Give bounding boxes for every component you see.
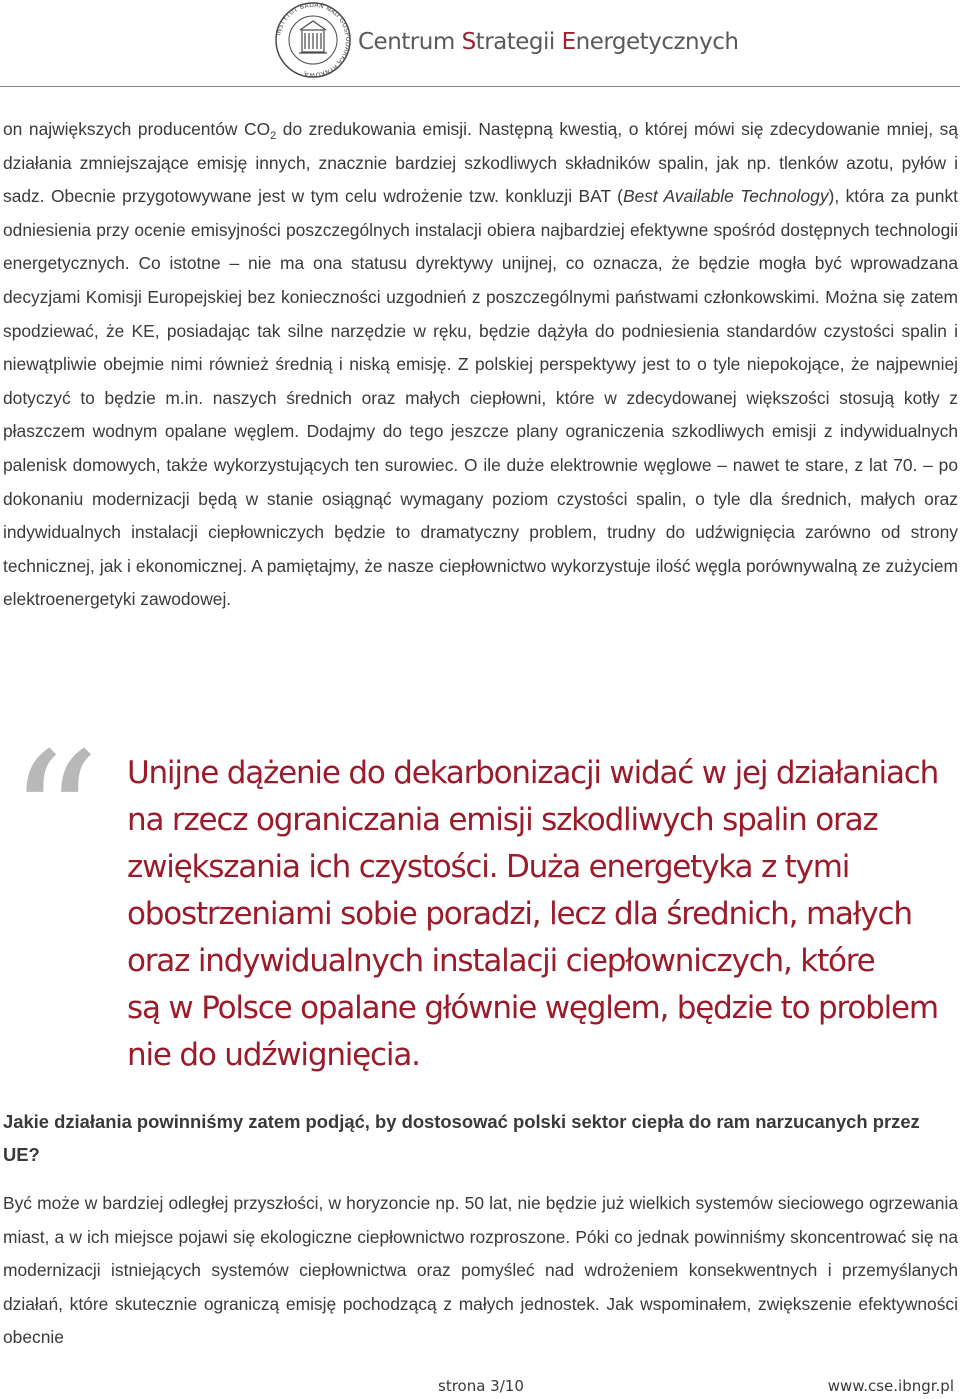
body-paragraph-2: Być może w bardziej odległej przyszłości, w horyzoncie np. 50 lat, nie będzie już wielkich systemów sieciowego ogrzewania miast, a w ich miejsce pojawi się ekologiczne ciepłownictwo rozproszone. Póki co jednak powinniśmy skoncentrować się na modernizacji istniejących systemów ciepłownictwa oraz pomyśleć nad wdrożeniem konsekwentnych i przemyślanych działań, które skutecznie ograniczą emisję pochodzącą z małych jednostek. Jak wspominałem, zwiększenie efektywności obecnie xyxy=(3,1193,958,1348)
header xyxy=(0,0,960,86)
body-paragraph-1: on największych producentów $CO_2$ do zredukowania emisji. Następną kwestią, o której mówi się zdecydowanie mniej, są działania zmniejszające emisję innych, znacznie bardziej szkodliwych składników spalin, jak np. tlenków azotu, pyłów i sadz. Obecnie przygotowywane jest w tym celu wdrożenie tzw. konkluzji BAT (Best Available Technology), która za punkt odniesienia przy ocenie emisyjności poszczególnych instalacji obiera najbardziej efektywne spośród dostępnych technologii energetycznych. Co istotne – nie ma ona statusu dyrektywy unijnej, co oznacza, że będzie mogła być wprowadzana decyzjami Komisji Europejskiej bez konieczności uzgodnień z poszczególnymi państwami członkowskimi. Można się zatem spodziewać, że KE, posiadając tak silne narzędzie w ręku, będzie dążyła do podniesienia standardów czystości spalin i niewątpliwie obejmie nimi również średnią i niską emisję. Z polskiej perspektywy jest to o tyle niepokojące, że najpewniej dotyczyć to będzie m.in. naszych średnich oraz małych ciepłowni, które w zdecydowanej większości stosują kotły z płaszczem wodnym opalane węglem. Dodajmy do tego jeszcze plany ograniczenia szkodliwych emisji z indywidualnych palenisk domowych, także wykorzystujących ten surowiec. O ile duże elektrownie węglowe – nawet te stare, z lat 70. – po dokonaniu modernizacji będą w stanie osiągnąć wymagany poziom czystości spalin, o tyle dla średnich, małych oraz indywidualnych instalacji ciepłowniczych będzie to dramatyczny problem, trudny do udźwignięcia zarówno od strony technicznej, jak i ekonomicznej. A pamiętajmy, że nasze ciepłownictwo wykorzystuje ilość węgla porównywalną ze zużyciem elektroenergetyki zawodowej. xyxy=(3,119,959,610)
pull-quote-line: na rzecz ograniczania emisji szkodliwych spalin oraz xyxy=(127,802,878,838)
page-number: strona 3/10 xyxy=(438,1377,524,1395)
pull-quote-line: Unijne dążenie do dekarbonizacji widać w jej działaniach xyxy=(127,755,939,791)
pull-quote-line: zwiększania ich czystości. Duża energetyka z tymi xyxy=(127,849,850,885)
interview-question: Jakie działania powinniśmy zatem podjąć, by dostosować polski sektor ciepła do ram narzucanych przez UE? xyxy=(3,1111,920,1165)
brand-name: Centrum Strategii Energetycznych xyxy=(358,29,739,55)
website-url[interactable]: www.cse.ibngr.pl xyxy=(827,1377,954,1395)
svg-text:INSTYTUT BADAŃ NAD GOSPODARKĄ: INSTYTUT BADAŃ NAD GOSPODARKĄ RYNKOWĄ xyxy=(275,1,352,78)
header-divider xyxy=(0,86,960,87)
pull-quote-line: obostrzeniami sobie poradzi, lecz dla średnich, małych xyxy=(127,896,912,932)
pull-quote-line: są w Polsce opalane głównie węglem, będzie to problem xyxy=(127,990,938,1026)
quote-mark-icon: “ xyxy=(8,715,101,924)
pull-quote-line: oraz indywidualnych instalacji ciepłowniczych, które xyxy=(127,943,875,979)
pull-quote xyxy=(127,750,957,1079)
institute-seal-logo xyxy=(272,0,354,78)
pull-quote-line: nie do udźwignięcia. xyxy=(127,1037,420,1073)
